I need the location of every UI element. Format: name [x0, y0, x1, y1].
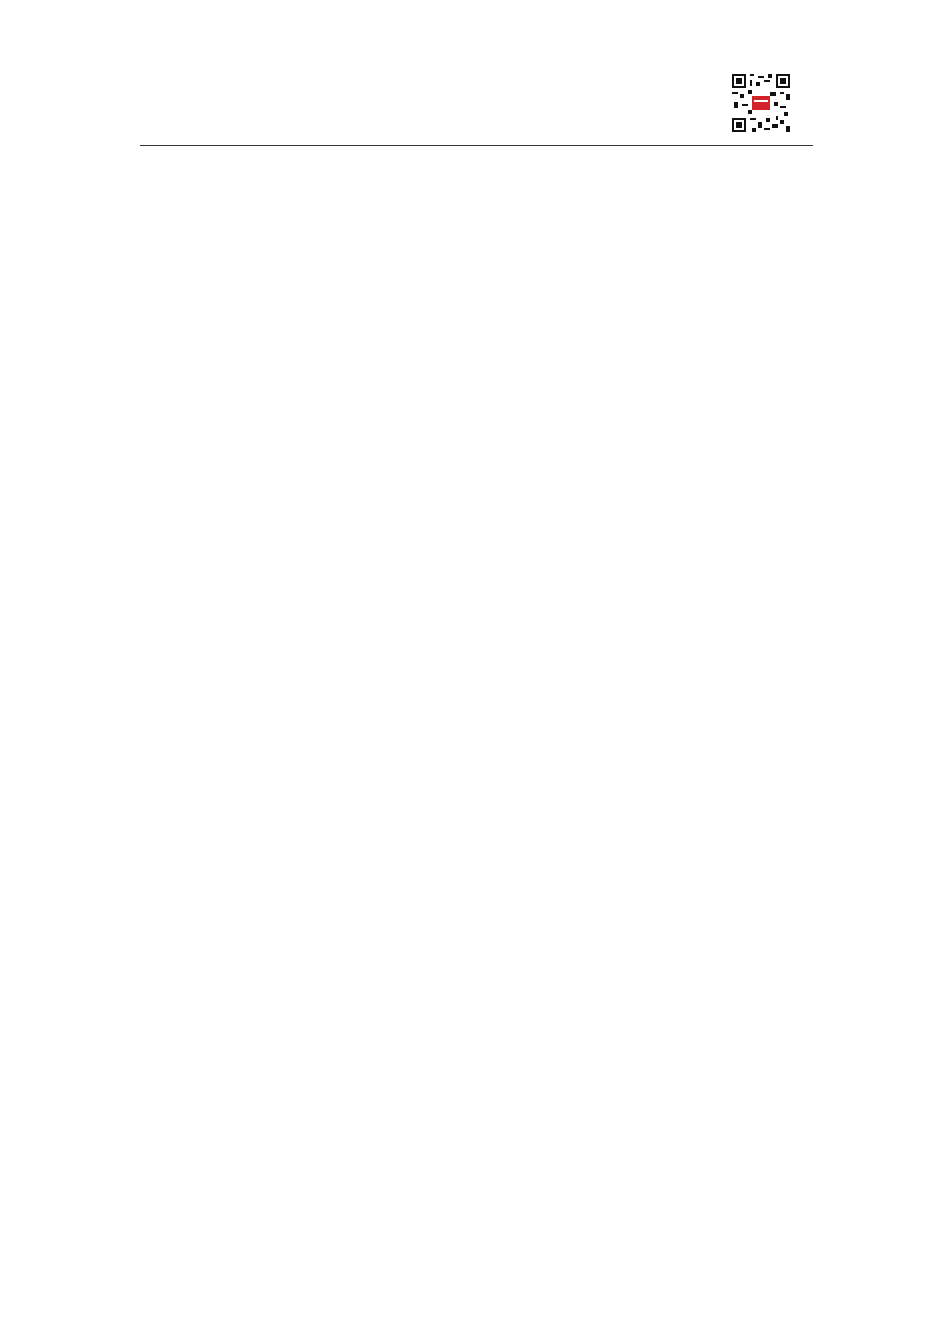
header-divider [140, 145, 813, 146]
page-header [148, 120, 813, 144]
qr-code-icon [730, 72, 792, 134]
